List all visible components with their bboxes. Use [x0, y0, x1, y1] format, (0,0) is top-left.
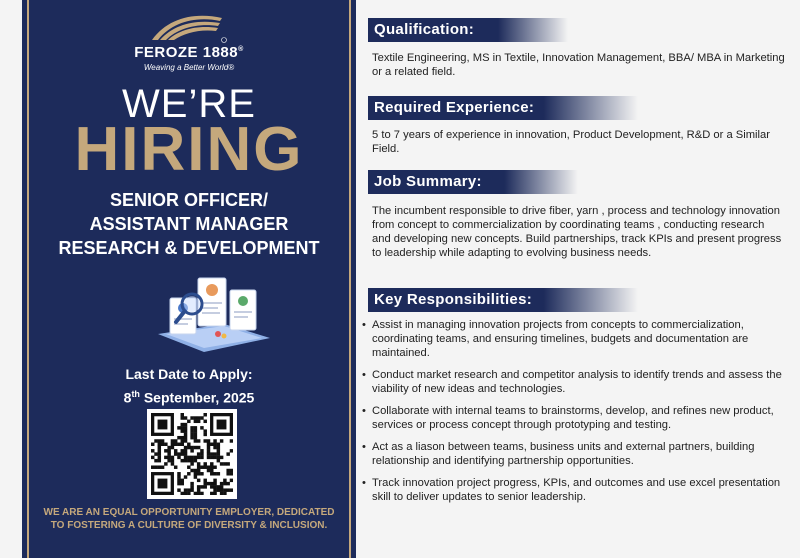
position-line: SENIOR OFFICER/ — [109, 190, 268, 210]
position-line: ASSISTANT MANAGER — [89, 214, 289, 234]
brand-name: FEROZE 1888® — [134, 44, 244, 61]
right-panel — [356, 0, 800, 558]
deadline-label: Last Date to Apply: — [125, 366, 253, 382]
equal-opportunity-statement: WE ARE AN EQUAL OPPORTUNITY EMPLOYER, DEDICATED TO FOSTERING A CULTURE OF DIVERSITY & INCLUSION. — [43, 507, 335, 531]
qualification-body: Textile Engineering, MS in Textile, Innovation Management, BBA/ MBA in Marketing or a related field. — [372, 52, 785, 78]
headline-hiring: HIRING — [74, 115, 304, 184]
responsibilities-list — [362, 318, 792, 512]
position-line: RESEARCH & DEVELOPMENT — [58, 238, 320, 258]
deadline-date: 8th September, 2025 — [123, 389, 255, 406]
summary-body: The incumbent responsible to drive fiber, yarn , process and technology innovation from concept to commercialization by coordinating teams , conducting research and developing new concepts. Build partnerships, track KPIs and present progress to leadership while adapting to evolving business needs. — [372, 205, 782, 259]
summary-header: Job Summary: — [368, 170, 578, 194]
resume-illustration-icon — [154, 272, 274, 356]
list-item: • Act as a liason between teams, business units and external partners, building relationship and identifying partnership opportunities. — [362, 440, 792, 468]
experience-body: 5 to 7 years of experience in innovation, Product Development, R&D or a Similar Field. — [372, 129, 770, 155]
qr-code-icon[interactable] — [147, 409, 237, 499]
feroze-logo-icon — [150, 10, 230, 44]
left-panel — [22, 0, 356, 558]
list-item: • Track innovation project progress, KPIs, and outcomes and use excel presentation skill to deliver updates to senior leadership. — [362, 476, 792, 504]
position-title — [22, 188, 356, 260]
deadline — [22, 364, 356, 408]
brand-tagline: Weaving a Better World® — [143, 63, 235, 72]
list-item: • Assist in managing innovation projects from concepts to commercialization, coordinating teams, and ensuring timelines, budgets and documentation are maintained. — [362, 318, 792, 360]
responsibilities-header: Key Responsibilities: — [368, 288, 638, 312]
qualification-header: Qualification: — [368, 18, 568, 42]
list-item: • Conduct market research and competitor analysis to identify trends and assess the viability of new ideas and technologies. — [362, 368, 792, 396]
experience-header: Required Experience: — [368, 96, 638, 120]
headline-were: WE’RE — [122, 82, 256, 126]
list-item: • Collaborate with internal teams to brainstorms, develop, and refines new product, services or process concept through prototyping and testing. — [362, 404, 792, 432]
